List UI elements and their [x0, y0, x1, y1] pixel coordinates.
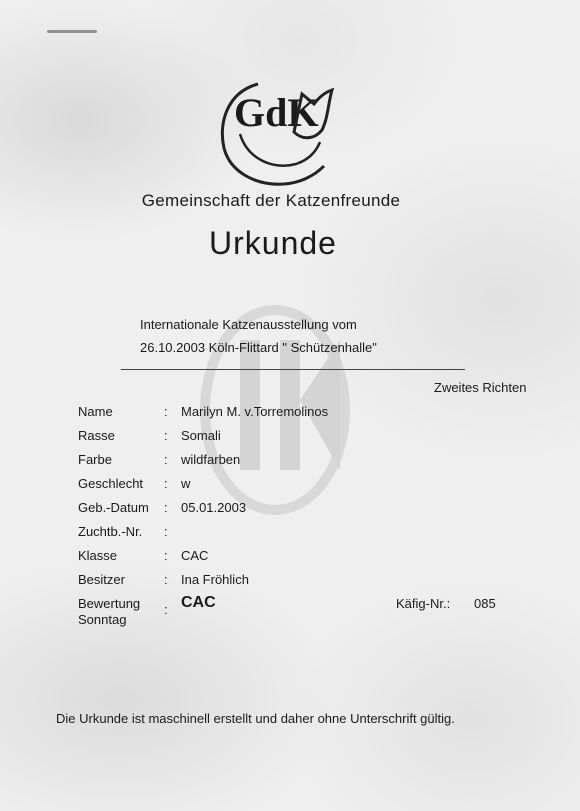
field-colon: :: [164, 452, 168, 467]
field-label: Geschlecht: [78, 476, 144, 491]
field-colon: :: [164, 572, 168, 587]
rating-label: Bewertung: [78, 596, 141, 611]
gdk-logo: [216, 78, 336, 190]
event-line-2: 26.10.2003 Köln-Flittard " Schützenhalle": [140, 340, 377, 355]
cage-number-label: Käfig-Nr.:: [396, 596, 451, 611]
footer-note: Die Urkunde ist maschinell erstellt und daher ohne Unterschrift gültig.: [56, 711, 455, 726]
cage-number-value: 085: [474, 596, 496, 611]
field-value: wildfarben: [181, 452, 241, 467]
rating-value: CAC: [181, 594, 216, 611]
field-value: CAC: [181, 548, 209, 563]
field-label: Zuchtb.-Nr.: [78, 524, 143, 539]
field-colon: :: [164, 524, 168, 539]
field-label: Klasse: [78, 548, 118, 563]
field-label: Geb.-Datum: [78, 500, 149, 515]
field-colon: :: [164, 602, 168, 617]
field-colon: :: [164, 404, 168, 419]
document-title: Urkunde: [209, 225, 337, 261]
field-value: Marilyn M. v.Torremolinos: [181, 404, 329, 419]
field-label: Rasse: [78, 428, 115, 443]
field-value: Ina Fröhlich: [181, 572, 249, 587]
field-label: Besitzer: [78, 572, 125, 587]
field-colon: :: [164, 476, 168, 491]
field-value: 05.01.2003: [181, 500, 247, 515]
field-label: Name: [78, 404, 113, 419]
field-colon: :: [164, 500, 168, 515]
judging-round: Zweites Richten: [434, 380, 527, 395]
organization-name: Gemeinschaft der Katzenfreunde: [141, 191, 401, 210]
rating-day-label: Sonntag: [78, 612, 127, 627]
scan-mark: [47, 30, 97, 33]
field-label: Farbe: [78, 452, 112, 467]
field-colon: :: [164, 428, 168, 443]
field-value: w: [181, 476, 191, 491]
field-value: Somali: [181, 428, 221, 443]
divider-line: [121, 369, 465, 370]
field-colon: :: [164, 548, 168, 563]
logo-text: GdK: [234, 90, 319, 135]
event-line-1: Internationale Katzenausstellung vom: [140, 317, 357, 332]
